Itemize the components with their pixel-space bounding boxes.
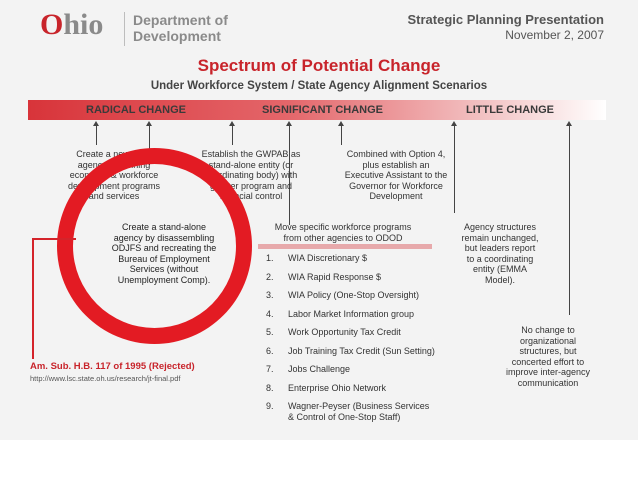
arrow-option4 xyxy=(341,125,342,145)
logo-divider xyxy=(124,12,125,46)
move-programs-bar xyxy=(258,244,432,249)
department-name xyxy=(133,12,228,44)
connector-line-horizontal xyxy=(32,238,76,240)
presentation-date: November 2, 2007 xyxy=(505,28,604,42)
reference-title: Am. Sub. H.B. 117 of 1995 (Rejected) xyxy=(30,361,195,372)
list-item: 2. WIA Rapid Response $ xyxy=(266,271,382,282)
list-item: 8. Enterprise Ohio Network xyxy=(266,382,387,393)
ohio-logo xyxy=(40,8,103,42)
arrow-radical xyxy=(96,125,97,145)
connector-line-vertical xyxy=(32,238,34,359)
logo-letter-o: O xyxy=(40,8,64,41)
list-item: 3. WIA Policy (One-Stop Oversight) xyxy=(266,290,420,300)
label-little-change: LITTLE CHANGE xyxy=(466,104,554,116)
option-agency-structures: Agency structures remain unchanged, but leaders report to a coordinating entity (EMMA Model). xyxy=(461,222,539,285)
option-gwpab: Establish the GWPAB as stand-alone entity (or coordinating body) with greater program and financial control xyxy=(201,149,301,201)
slide-subtitle: Under Workforce System / State Agency Alignment Scenarios xyxy=(150,80,488,92)
option-executive-assistant: Combined with Option 4, plus establish an Executive Assistant to the Governor for Workforce Development xyxy=(344,149,448,201)
list-item: 1. WIA Discretionary $ xyxy=(266,253,368,263)
option-move-programs: Move specific workforce programs from other agencies to ODOD xyxy=(274,222,412,243)
arrow-gwpab xyxy=(232,125,233,145)
arrow-no-change xyxy=(569,125,570,315)
list-item: 5. Work Opportunity Tax Credit xyxy=(266,327,401,337)
list-item: 6. Job Training Tax Credit (Sun Setting) xyxy=(266,345,435,356)
workforce-program-list xyxy=(266,253,435,427)
department-line-2: Development xyxy=(133,28,221,44)
logo-word: hio xyxy=(63,8,104,41)
reference-url[interactable]: http://www.lsc.state.oh.us/research/jt-final.pdf xyxy=(30,374,181,383)
label-radical-change: RADICAL CHANGE xyxy=(86,104,187,116)
arrow-agency-structures xyxy=(454,125,455,213)
presentation-title: Strategic Planning Presentation xyxy=(407,12,604,27)
option-standalone-agency: Create a stand-alone agency by disassembling ODJFS and recreating the Bureau of Employment Services (without Unemployment Comp). xyxy=(111,222,217,285)
department-line-1: Department of xyxy=(133,12,228,28)
bottom-band xyxy=(0,440,638,479)
option-no-change: No change to organizational structures, but concerted effort to improve inter-agency communication xyxy=(505,325,591,388)
label-significant-change: SIGNIFICANT CHANGE xyxy=(262,104,383,116)
list-item: 4. Labor Market Information group xyxy=(266,308,415,319)
list-item: 9. Wagner-Peyser (Business Services & Control of One-Stop Staff) xyxy=(266,401,430,422)
option-new-agency: Create a new state agency combining economic & workforce development programs and services xyxy=(67,149,161,201)
slide-title: Spectrum of Potential Change xyxy=(197,56,441,75)
list-item: 7. Jobs Challenge xyxy=(266,364,351,374)
